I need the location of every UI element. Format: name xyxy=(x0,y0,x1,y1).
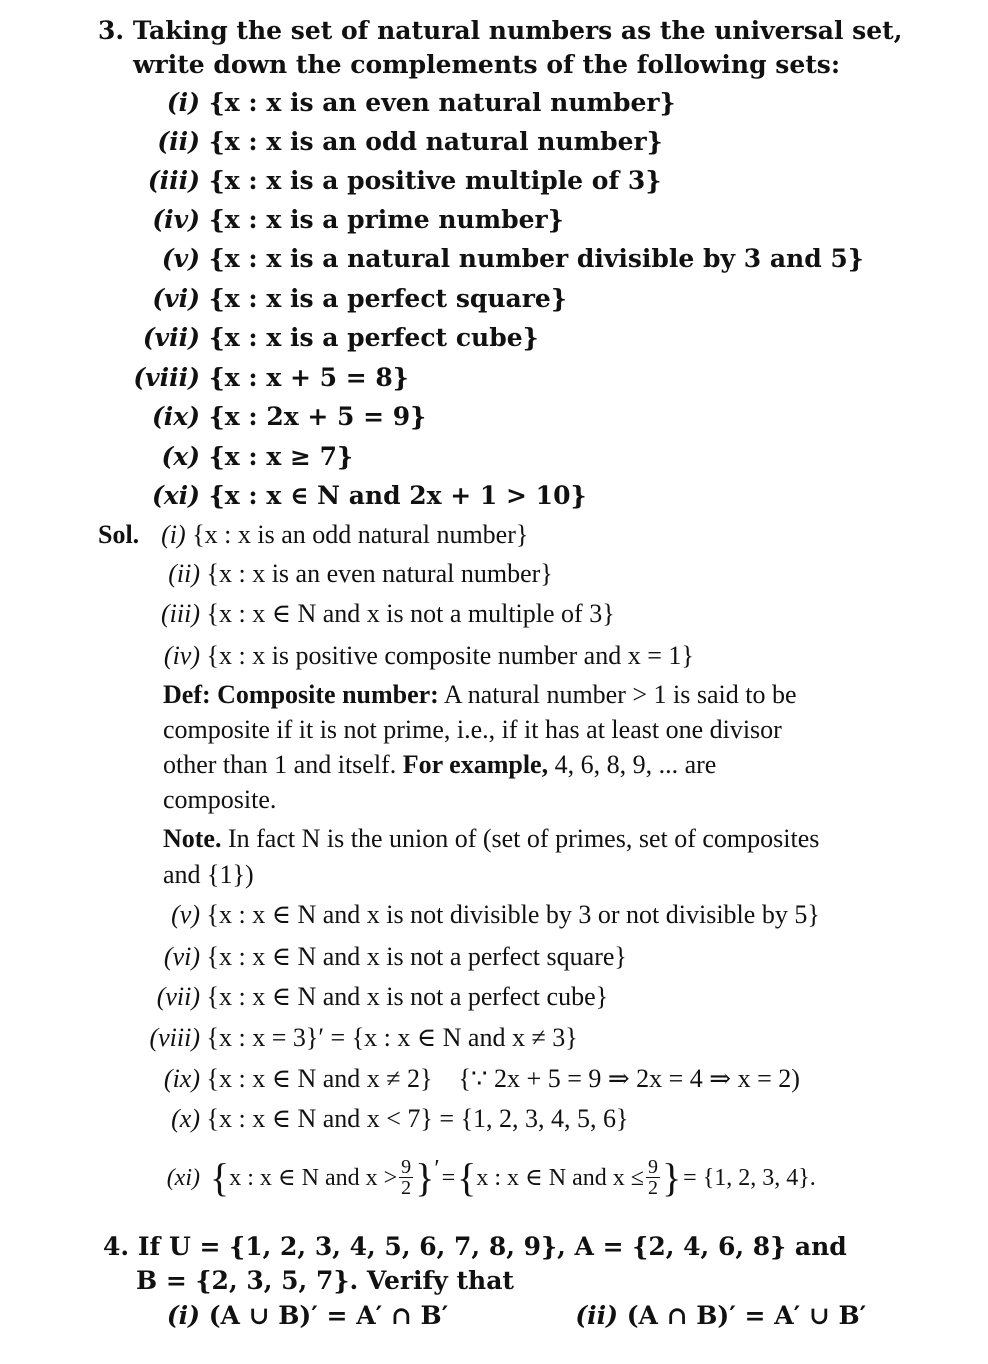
frac-numerator: 9 xyxy=(401,1156,412,1178)
item-text: {x : x ∈ N and x < 7} = {1, 2, 3, 4, 5, 6} xyxy=(206,1104,629,1133)
definition-line1 xyxy=(163,678,797,712)
item-text: {x : x ∈ N and x is not a multiple of 3} xyxy=(206,599,615,628)
q3-prompt-line2: write down the complements of the following sets: xyxy=(133,50,841,79)
item-text: {x : 2x + 5 = 9} xyxy=(208,402,427,431)
item-text: (A ∪ B)′ = A′ ∩ B′ xyxy=(208,1301,449,1330)
equals-sign: = xyxy=(441,1164,456,1191)
note-text-1: In fact N is the union of (set of primes, set of composites xyxy=(227,824,820,853)
xi-left-set: x : x ∈ N and x > xyxy=(229,1164,398,1191)
item-label: (vii) xyxy=(142,323,200,352)
item-label: (viii) xyxy=(133,363,200,392)
xi-result: = {1, 2, 3, 4}. xyxy=(683,1164,816,1191)
sol-item xyxy=(128,940,627,974)
item-label: (ii) xyxy=(168,559,200,588)
item-text: {x : x is a prime number} xyxy=(208,205,564,234)
q3-prompt-line1 xyxy=(98,14,902,48)
sol-item-xi xyxy=(128,1154,816,1200)
q3-item xyxy=(128,361,409,395)
item-text: {x : x is an odd natural number} xyxy=(208,127,663,156)
right-brace: } xyxy=(661,1154,682,1200)
sol-heading: Sol. xyxy=(98,520,140,549)
right-brace: } xyxy=(415,1154,435,1200)
item-label: (i) xyxy=(166,88,200,117)
note-line1 xyxy=(163,822,819,856)
sol-item xyxy=(128,1102,629,1136)
q3-item xyxy=(128,125,663,159)
left-brace: { xyxy=(210,1154,230,1200)
item-justification: {∵ 2x + 5 = 9 ⇒ 2x = 4 ⇒ x = 2) xyxy=(458,1064,800,1093)
item-label: (ii) xyxy=(575,1301,618,1330)
item-label: (iii) xyxy=(161,599,200,628)
q3-item xyxy=(128,479,587,513)
q3-item xyxy=(128,440,353,474)
item-text: {x : x is an even natural number} xyxy=(208,88,676,117)
definition-text-3c: 4, 6, 8, 9, ... are xyxy=(554,750,717,779)
item-text: {x : x ∈ N and 2x + 1 > 10} xyxy=(208,481,587,510)
item-label: (vi) xyxy=(163,942,200,971)
item-text: {x : x ∈ N and x is not a perfect square} xyxy=(206,942,627,971)
frac-denominator: 2 xyxy=(647,1177,658,1199)
item-text: {x : x is a positive multiple of 3} xyxy=(208,166,662,195)
prime-mark: ′ xyxy=(434,1155,440,1182)
q4-text-1: If U = {1, 2, 3, 4, 5, 6, 7, 8, 9}, A = {2, 4, 6, 8} and xyxy=(137,1232,847,1261)
item-label: (vii) xyxy=(156,982,200,1011)
item-text: {x : x is a perfect cube} xyxy=(208,323,539,352)
definition-text-1: A natural number > 1 is said to be xyxy=(443,680,797,709)
q3-item xyxy=(128,282,567,316)
item-label: (i) xyxy=(166,1301,200,1330)
q4-part xyxy=(166,1299,448,1333)
item-text: {x : x = 3}′ = {x : x ∈ N and x ≠ 3} xyxy=(206,1023,578,1052)
fraction-nine-halves xyxy=(399,1157,413,1198)
item-text: {x : x ∈ N and x is not divisible by 3 or not divisible by 5} xyxy=(206,900,820,929)
note-line2: and {1}) xyxy=(163,860,254,889)
item-label: (ix) xyxy=(151,402,200,431)
definition-text-3a: other than 1 and itself. xyxy=(163,750,397,779)
item-text: {x : x is an odd natural number} xyxy=(192,520,529,549)
q3-item xyxy=(128,164,661,198)
note-title: Note. xyxy=(163,824,222,853)
fraction-nine-halves xyxy=(646,1157,660,1198)
definition-example-label: For example, xyxy=(402,750,549,779)
xi-right-set: x : x ∈ N and x ≤ xyxy=(476,1164,644,1191)
q3-number: 3. xyxy=(98,16,125,45)
q3-item xyxy=(128,321,539,355)
item-label: (viii) xyxy=(149,1023,200,1052)
q3-item xyxy=(128,242,864,276)
q4-line2: B = {2, 3, 5, 7}. Verify that xyxy=(136,1266,514,1295)
left-brace: { xyxy=(457,1154,477,1200)
item-label: (iv) xyxy=(163,641,200,670)
item-text: {x : x ∈ N and x ≠ 2} xyxy=(206,1064,433,1093)
item-label: (xi) xyxy=(166,1164,200,1191)
q3-item xyxy=(128,203,564,237)
frac-numerator: 9 xyxy=(647,1156,658,1178)
item-text: {x : x is a perfect square} xyxy=(208,284,567,313)
sol-item xyxy=(128,639,694,673)
item-text: {x : x is a natural number divisible by 3 and 5} xyxy=(208,244,864,273)
item-text: {x : x ≥ 7} xyxy=(208,442,354,471)
item-label: (v) xyxy=(161,244,200,273)
q4-number: 4. xyxy=(103,1232,130,1261)
item-label: (v) xyxy=(171,900,200,929)
item-text: {x : x ∈ N and x is not a perfect cube} xyxy=(206,982,609,1011)
definition-line3 xyxy=(163,748,716,782)
item-label: (iv) xyxy=(152,205,200,234)
item-text: {x : x is positive composite number and x = 1} xyxy=(206,641,694,670)
q3-prompt-text-1: Taking the set of natural numbers as the universal set, xyxy=(132,16,903,45)
item-text: {x : x is an even natural number} xyxy=(206,559,553,588)
frac-denominator: 2 xyxy=(401,1177,412,1199)
item-label: (i) xyxy=(161,520,186,549)
sol-item xyxy=(98,518,528,552)
item-label: (x) xyxy=(161,442,200,471)
definition-line4: composite. xyxy=(163,785,277,814)
definition-line2: composite if it is not prime, i.e., if it has at least one divisor xyxy=(163,715,782,744)
item-label: (x) xyxy=(171,1104,200,1133)
sol-item xyxy=(128,1062,800,1096)
q3-item xyxy=(128,86,676,120)
item-label: (vi) xyxy=(152,284,200,313)
sol-item xyxy=(128,1021,578,1055)
q4-line1 xyxy=(103,1230,847,1264)
item-text: {x : x + 5 = 8} xyxy=(208,363,409,392)
sol-item xyxy=(128,597,615,631)
item-label: (ii) xyxy=(157,127,200,156)
sol-item xyxy=(128,557,553,591)
item-text: (A ∩ B)′ = A′ ∪ B′ xyxy=(626,1301,867,1330)
item-label: (ix) xyxy=(163,1064,200,1093)
sol-item xyxy=(128,980,608,1014)
sol-item xyxy=(128,898,820,932)
definition-title: Def: Composite number: xyxy=(163,680,439,709)
item-label: (iii) xyxy=(147,166,200,195)
q4-part xyxy=(572,1299,866,1333)
q3-item xyxy=(128,400,426,434)
item-label: (xi) xyxy=(151,481,200,510)
